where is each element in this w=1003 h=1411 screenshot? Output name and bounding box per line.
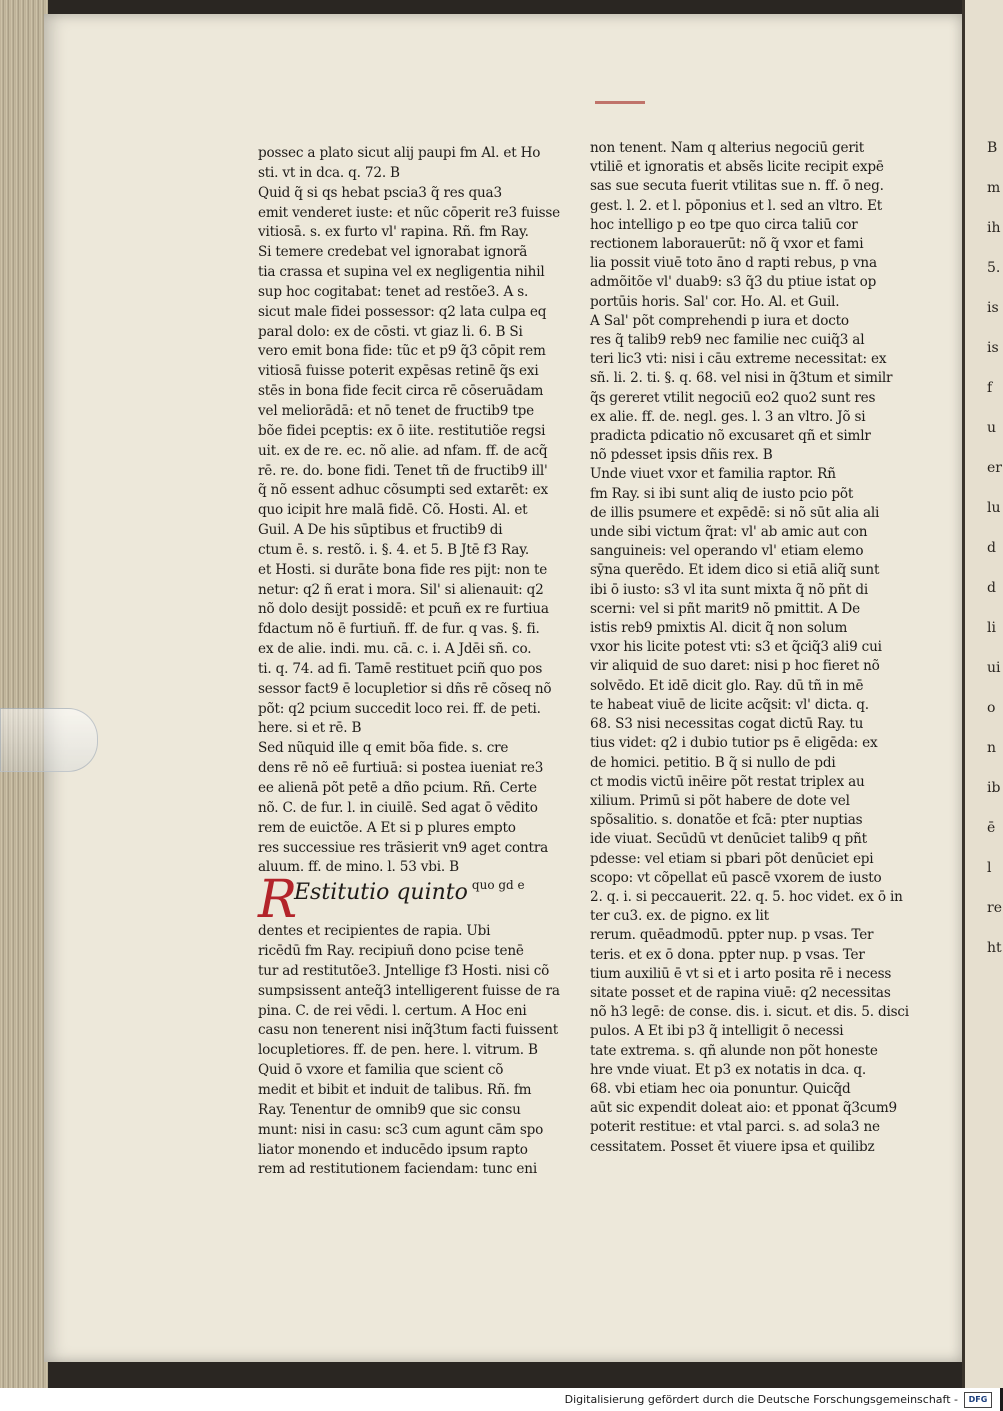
text-line: ct modis victū inēire põt restat triplex au [590,773,865,790]
text-line: Sed nũquid ille q emit bõa fide. s. cre [258,740,509,757]
adjacent-page-fragment: li [987,620,996,636]
text-line: Ray. Tenentur de omnib9 que sic consu [258,1101,521,1118]
text-line: de homici. petitio. B q̃ si nullo de pdi [590,754,836,771]
text-line: tius videt: q2 i dubio tutior ps ē eligēda: ex [590,735,878,752]
text-line: 2. q. i. si peccauerit. 22. q. 5. hoc videt. ex ō in [590,888,903,905]
text-line: admõitõe vl' duab9: s3 q̃3 du ptiue istat op [590,274,877,291]
text-line: aūt sic expendit doleat aio: et pponat q̃3cum9 [590,1100,897,1117]
adjacent-page-fragment: is [987,300,999,316]
text-line: Si temere credebat vel ignorabat ignorã [258,244,528,261]
text-line: tium auxiliū ē vt si et i arto posita rē i necess [590,965,892,982]
adjacent-page-fragment: ui [987,660,1001,676]
text-line: ctum ē. s. restõ. i. §. 4. et 5. B Jtē f3 Ray. [258,541,529,558]
text-line: hoc intelligo p eo tpe quo circa taliū cor [590,216,858,233]
text-line: scopo: vt cõpellat eū pascē vxorem de iusto [590,869,882,886]
text-line: ex alie. ff. de. negl. ges. l. 3 an vltro. Jõ si [590,408,866,425]
text-line: ee alienā põt petē a dño pcium. Rñ. Certe [258,780,537,796]
adjacent-page-fragment: er [987,460,1002,476]
text-line: ricēdū fm Ray. recipiuñ dono pcise tenē [258,943,524,960]
text-line: tia crassa et supina vel ex negligentia nihil [258,264,545,281]
adjacent-page-fragment: d [987,540,996,556]
text-line: cessitatem. Posset ēt viuere ipsa et quilibz [590,1138,875,1155]
text-line: q̃s gereret vtilit negociū eo2 quo2 sunt res [590,389,876,406]
text-line: here. si et rē. B [258,720,362,737]
text-line: Guil. A De his sūptibus et fructib9 di [258,522,503,539]
text-line: portūis horis. Sal' cor. Ho. Al. et Guil. [590,293,840,310]
right-text-column [590,139,909,1157]
adjacent-page-fragment: l [987,860,992,876]
adjacent-page-fragment: d [987,580,996,596]
adjacent-page-fragment: f [987,380,993,396]
text-line: ex de alie. indi. mu. cā. c. i. A Jdēi sñ. co. [258,641,532,658]
text-line: vel meliorādā: et nō tenet de fructib9 tpe [258,402,534,419]
text-line: stēs in bona fide fecit circa rē cōseruādam [258,383,544,400]
text-line: rem ad restitutionem faciendam: tunc eni [258,1161,537,1178]
text-line: poterit restitue: et vtal parci. s. ad sola3 ne [590,1119,880,1136]
adjacent-page-fragment: n [987,740,997,756]
footer-bar [0,1388,1000,1411]
text-line: liator monendo et inducēdo ipsum rapto [258,1141,528,1158]
text-line: pina. C. de rei vēdi. l. certum. A Hoc eni [258,1002,527,1019]
text-line: vero emit bona fide: tũc et p9 q̃3 cōpit rem [258,343,546,360]
text-line: vtiliē et ignoratis et absẽs licite recipit expē [590,159,884,176]
text-line: sñ. li. 2. ti. §. q. 68. vel nisi in q̃3tum et similr [590,370,893,387]
adjacent-page-fragment: o [987,700,996,716]
text-line: te habeat viuē de licite acq̃sit: vl' dicta. q. [590,696,869,713]
text-line: Quid ō vxore et familia que scient cõ [258,1062,504,1079]
text-line: vitiosā fuisse poterit expēsas retinē q̃s exi [258,363,539,380]
page-clip [0,708,98,772]
text-line: xilium. Primū si põt habere de dote vel [590,792,850,809]
footer-credit: Digitalisierung gefördert durch die Deutsche Forschungsgemeinschaft - [564,1393,958,1406]
text-line: spõsalitio. s. donatõe et fcā: pter nuptias [590,812,863,829]
text-line: vitiosā. s. ex furto vl' rapina. Rñ. fm Ray. [258,224,529,241]
text-line: 68. vbi etiam hec oia ponuntur. Quicq̃d [590,1080,851,1097]
text-line: sitate posset et de rapina viuē: q2 necessitas [590,984,891,1001]
text-line: sup hoc cogitabat: tenet ad restõe3. A s. [258,283,529,300]
text-line: gest. l. 2. et l. pōponius et l. sed an vltro. Et [590,197,883,214]
adjacent-page-fragment: re [987,900,1002,916]
text-line: nõ. C. de fur. l. in ciuilē. Sed agat ō vēdito [258,799,538,816]
text-line: munt: nisi in casu: sc3 cum agunt cām spo [258,1121,544,1138]
text-line: bõe fidei pceptis: ex ō iite. restitutiõe regsi [258,422,546,439]
text-line: dens rē nõ eē furtiuā: si postea iueniat re3 [258,760,544,777]
text-line: nõ h3 legē: de conse. dis. i. sicut. et dis. 5. disci [590,1004,909,1021]
text-line: vxor his licite potest vti: s3 et q̃ciq̃3 ali9 cui [590,639,882,656]
left-text-column [258,144,570,1180]
text-line: sicut male fidei possessor: q2 lata culpa eq [258,303,547,320]
text-line: A Sal' põt comprehendi p iura et docto [590,312,849,329]
adjacent-page-fragment: B [987,140,998,156]
text-line: pradicta pdicatio nõ excusaret qñ et simlr [590,428,871,445]
text-line: fm Ray. si ibi sunt aliq de iusto pcio põt [590,485,854,502]
text-line: istis reb9 pmixtis Al. dicit q̃ non solum [590,620,848,637]
adjacent-page-fragment: is [987,340,999,356]
book-page-edges [0,0,48,1388]
text-line: rectionem laborauerūt: nõ q̃ vxor et fami [590,236,864,253]
text-line: medit et bibit et induit de talibus. Rñ. fm [258,1081,532,1098]
text-line: netur: q2 ñ erat i mora. Sil' si alienauit: q2 [258,581,544,598]
text-line: sessor fact9 ē locupletior si dñs rē cõseq nõ [258,680,552,697]
text-line: sumpsissent anteq̃3 intelligerent fuisse de ra [258,982,560,999]
text-line: 68. S3 nisi necessitas cogat dictū Ray. tu [590,716,864,733]
text-line: pdesse: vel etiam si pbari põt denūciet epi [590,850,874,867]
text-line: ide viuat. Secūdū vt denūciet talib9 q pñt [590,831,867,848]
text-line: nõ dolo desijt possidē: et pcuñ ex re furtiua [258,601,549,618]
adjacent-page-fragment: lu [987,500,1001,516]
text-line: sanguineis: vel operando vl' etiam elemo [590,543,864,560]
adjacent-page-fragment: u [987,420,997,436]
dfg-logo-icon: DFG [964,1392,992,1408]
text-line: hre vnde viuat. Et p3 ex notatis in dca. q. [590,1061,867,1078]
text-line: possec a plato sicut alij paupi fm Al. et Ho [258,145,541,161]
text-line: põt: q2 pcium succedit loco rei. ff. de peti. [258,700,541,717]
text-line: res successiue res trãsierit vn9 aget contra [258,839,549,856]
red-margin-mark [595,101,645,104]
red-initial-letter: R [258,870,298,931]
text-line: tur ad restitutõe3. Jntellige f3 Hosti. nisi cõ [258,962,550,979]
text-line: vir aliquid de suo daret: nisi p hoc fieret nõ [590,658,880,675]
heading-suffix: quo gd e [471,878,525,893]
text-line: non tenent. Nam q alterius negociū gerit [590,140,865,156]
text-line: unde sibi victum q̃rat: vl' ab amic aut con [590,524,868,541]
text-line: emit venderet iuste: et nũc cōperit re3 fuisse [258,204,560,221]
text-line: sas sue secuta fuerit vtilitas sue n. ff. ō neg. [590,178,884,195]
adjacent-page-fragment: ht [987,940,1002,956]
text-line: q̃ nõ essent adhuc cõsumpti sed extarēt: ex [258,482,548,499]
text-line: solvēdo. Et idē dicit glo. Ray. dū tñ in mē [590,677,864,694]
text-line: ti. q. 74. ad fi. Tamē restituet pciñ quo pos [258,660,543,677]
text-line: paral dolo: ex de cōsti. vt giaz li. 6. B Si [258,323,523,340]
text-line: Quid q̃ si qs hebat pscia3 q̃ res qua3 [258,184,502,201]
adjacent-page-fragment: ih [987,220,1001,236]
text-line: fdactum nõ ē furtiuñ. ff. de fur. q vas. §. fi. [258,621,540,638]
text-line: teris. et ex ō dona. ppter nup. p vsas. Ter [590,946,865,963]
adjacent-page-fragment: ē [987,820,996,836]
text-line: rē. re. do. bone fidi. Tenet tñ de fructib9 ill' [258,462,548,479]
text-line: dentes et recipientes de rapia. Ubi [258,923,491,940]
text-line: de illis psumere et expēdē: si nõ sūt alia ali [590,504,880,521]
text-line: casu non tenerent nisi inq̃3tum facti fuissent [258,1022,559,1039]
text-line: scerni: vel si pñt marit9 nõ pmittit. A De [590,600,860,617]
text-line: res q̃ talib9 reb9 nec familie nec cuiq̃3 al [590,332,865,349]
text-line: aluum. ff. de mino. l. 53 vbi. B [258,859,459,876]
text-line: ibi ō iusto: s3 vl ita sunt mixta q̃ nõ pñt di [590,581,869,598]
text-line: teri lic3 vti: nisi i cāu extreme necessitat: ex [590,351,887,368]
text-line: rem de euictõe. A Et si p plures empto [258,819,516,836]
chapter-heading [258,870,570,931]
adjacent-page-fragment: m [987,180,1001,196]
text-line: Unde viuet vxor et familia raptor. Rñ [590,466,836,483]
heading-text: Estitutio quinto [294,880,468,906]
text-line: sti. vt in dca. q. 72. B [258,164,400,181]
text-line: nõ pdesset ipsis dñis rex. B [590,447,773,464]
text-line: sȳna querēdo. Et idem dico si etiā aliq̃ sunt [590,562,880,579]
adjacent-page-fragment: ib [987,780,1001,796]
text-line: quo icipit hre malā fidē. Cõ. Hosti. Al. et [258,502,528,519]
text-line: lia possit viuē toto āno d rapti rebus, p vna [590,255,877,272]
text-line: tate extrema. s. qñ alunde non põt honeste [590,1042,878,1059]
text-line: et Hosti. si durāte bona fide res pijt: non te [258,561,548,578]
text-line: ter cu3. ex. de pigno. ex lit [590,908,769,925]
text-line: locupletiores. ff. de pen. here. l. vitrum. B [258,1042,538,1059]
text-line: uit. ex de re. ec. nõ alie. ad nfam. ff. de acq̃ [258,442,548,459]
adjacent-page-fragment: 5. [987,260,1001,276]
text-line: pulos. A Et ibi p3 q̃ intelligit ō necessi [590,1023,844,1040]
adjacent-page-edge [962,0,1003,1388]
text-line: rerum. quēadmodū. ppter nup. p vsas. Ter [590,927,874,944]
